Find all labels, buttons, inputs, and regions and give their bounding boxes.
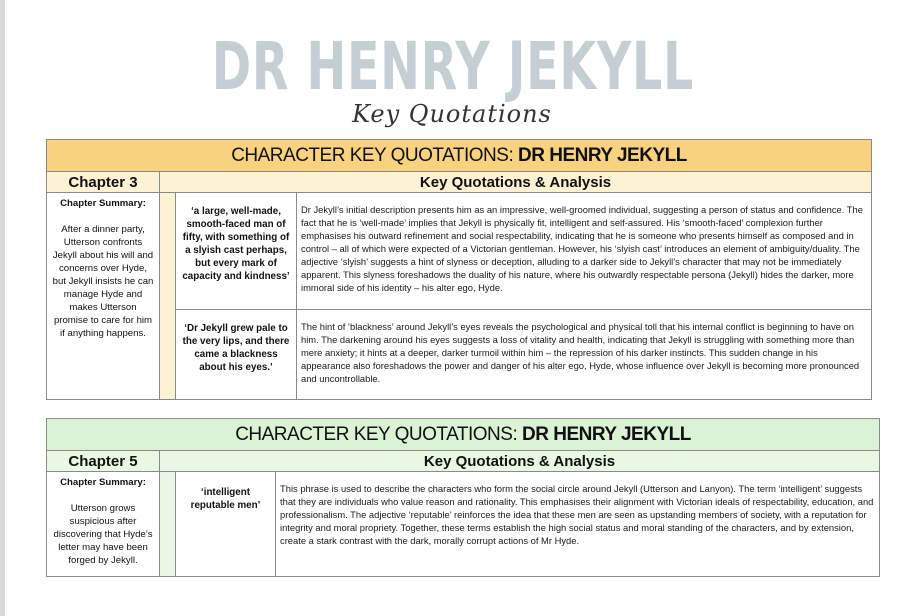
- section-title-prefix: CHARACTER KEY QUOTATIONS:: [235, 423, 523, 445]
- page-edge: [0, 0, 5, 616]
- quotation-table-chapter-5: [46, 418, 880, 577]
- analysis-cell: This phrase is used to describe the characters who form the social circle around Jekyll (Utterson and Lanyon). The term ‘intelligent’ suggests that they are individuals who value reason and rationality. This emphasises their alignment with Victorian ideals of respectability, education, and professionalism. The adjective ‘reputable’ reinforces the idea that these men are seen as upstanding members of society, with a reputation for integrity and moral propriety. Together, these terms establish the high social status and moral standing of the characters, and by extension, create a stark contrast with the dark, morally corrupt actions of Mr Hyde.: [276, 472, 880, 577]
- analysis-cell: The hint of ‘blackness’ around Jekyll’s eyes reveals the psychological and physical toll that his internal conflict is beginning to have on him. The darkening around his eyes suggests a loss of vitality and health, indicating that Jekyll is struggling with something more than mere anxiety; it hints at a deeper, darker turmoil within him – the repression of his darker instincts. This sudden change in his appearance also foreshadows the power and danger of his alter ego, Hyde, whose influence over Jekyll is becoming more pronounced and uncontrollable.: [297, 310, 872, 400]
- quotation-table-chapter-3: [46, 139, 872, 400]
- chapter-label: Chapter 3: [47, 172, 160, 193]
- analysis-cell: Dr Jekyll’s initial description presents him as an impressive, well-groomed individual, suggesting a person of status and confidence. The fact that he is ‘well-made’ implies that Jekyll is physically fit, intelligent and self-assured. His ‘smooth-faced’ complexion further emphasises his outward refinement and social respectability, indicating that he is someone who presents himself as composed and in control – all of which were expected of a Victorian gentleman. However, his ‘slyish cast’ introduces an element of ambiguity/duality. The adjective ‘slyish’ suggests a hint of slyness or deception, alluding to a darker side to Jekyll’s character that may not be immediately apparent. This slyness foreshadows the duality of his nature, where his outwardly respectable persona (Jekyll) hides the darker, more immoral side of his identity – his alter ego, Hyde.: [297, 193, 872, 310]
- section-title-name: DR HENRY JEKYLL: [522, 423, 691, 445]
- section-title-name: DR HENRY JEKYLL: [518, 144, 687, 166]
- page-title: DR HENRY JEKYLL: [211, 28, 694, 105]
- quote-cell: ‘a large, well-made, smooth-faced man of fifty, with something of a slyish cast perhaps, but every mark of capacity and kindness’: [176, 193, 297, 310]
- section-title: [47, 419, 880, 451]
- quote-cell: ‘Dr Jekyll grew pale to the very lips, and there came a blackness about his eyes.’: [176, 310, 297, 400]
- section-title: [47, 140, 872, 172]
- quote-cell: ‘intelligent reputable men’: [176, 472, 276, 577]
- page-subtitle: Key Quotations: [352, 100, 552, 128]
- chapter-label: Chapter 5: [47, 451, 160, 472]
- chapter-summary: [47, 472, 160, 577]
- summary-text: After a dinner party, Utterson confronts Jekyll about his will and concerns over Hyde, but Jekyll insists he can manage Hyde and makes Utterson promise to care for him if anything happens.: [52, 224, 154, 339]
- column-header: Key Quotations & Analysis: [160, 451, 880, 472]
- column-header: Key Quotations & Analysis: [160, 172, 872, 193]
- chapter-summary: [47, 193, 160, 400]
- summary-label: Chapter Summary:: [60, 477, 146, 488]
- summary-label: Chapter Summary:: [60, 198, 146, 209]
- section-title-prefix: CHARACTER KEY QUOTATIONS:: [231, 144, 519, 166]
- color-strip: [160, 193, 176, 400]
- summary-text: Utterson grows suspicious after discovering that Hyde’s letter may have been forged by Jekyll.: [53, 503, 153, 566]
- color-strip: [160, 472, 176, 577]
